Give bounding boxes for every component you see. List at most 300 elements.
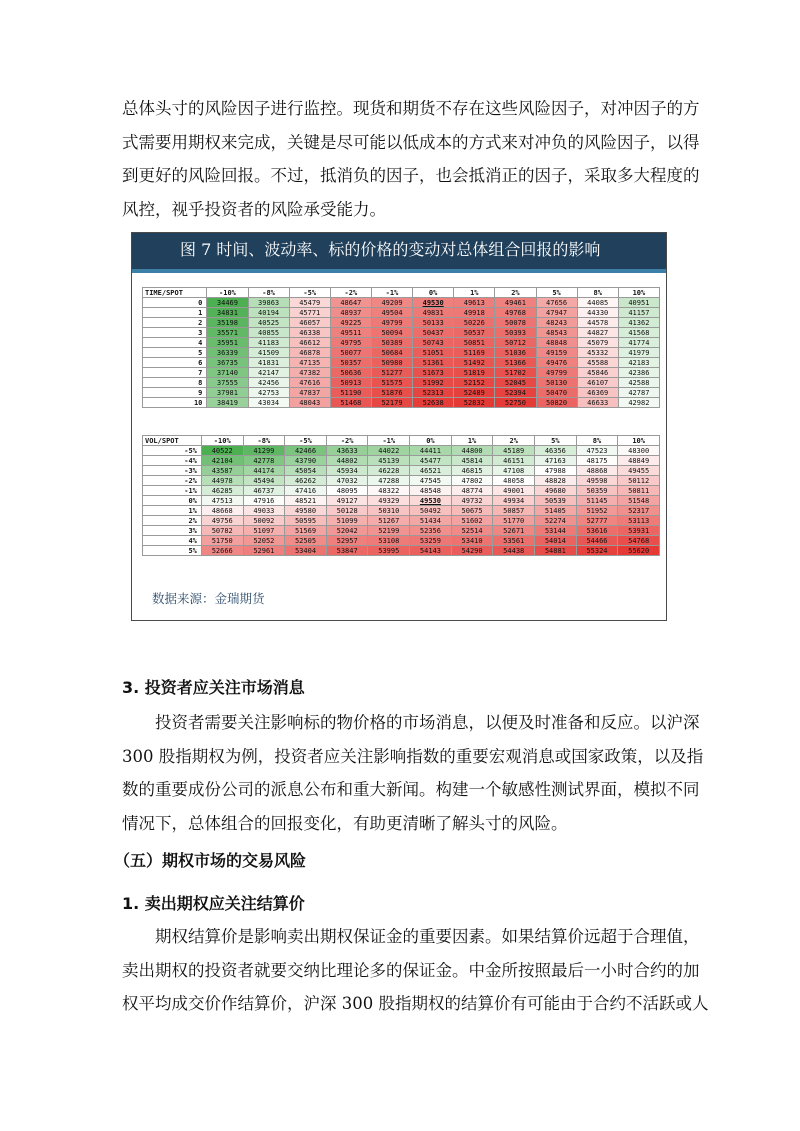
table-cell: 49598 <box>576 476 618 486</box>
table-cell: 49530 <box>410 496 452 506</box>
table-cell: 47947 <box>536 308 577 318</box>
column-header: 8% <box>577 288 618 298</box>
figure-source: 数据来源：金瑞期货 <box>152 591 265 606</box>
table-cell: 47523 <box>576 446 618 456</box>
table-row <box>143 328 660 338</box>
table-cell: 50393 <box>495 328 536 338</box>
row-header: -1% <box>143 486 202 496</box>
row-header: 1 <box>143 308 207 318</box>
table-cell: 52777 <box>576 516 618 526</box>
row-header: -3% <box>143 466 202 476</box>
table-cell: 50470 <box>536 388 577 398</box>
table-cell: 46612 <box>289 338 330 348</box>
table-cell: 40522 <box>201 446 243 456</box>
table-cell: 54143 <box>410 546 452 556</box>
table-cell: 51036 <box>495 348 536 358</box>
table-cell: 53259 <box>410 536 452 546</box>
table-cell: 50539 <box>535 496 577 506</box>
table-cell: 51819 <box>454 368 495 378</box>
figure-title: 图 7 时间、波动率、标的价格的变动对总体组合回报的影响 <box>132 233 666 271</box>
table-cell: 52489 <box>454 388 495 398</box>
row-header: 5 <box>143 348 207 358</box>
table-row <box>143 546 660 556</box>
table-cell: 49504 <box>371 308 412 318</box>
column-header: -8% <box>243 436 285 446</box>
row-header: 7 <box>143 368 207 378</box>
table-cell: 47916 <box>243 496 285 506</box>
column-header: -5% <box>285 436 327 446</box>
table-cell: 44022 <box>368 446 410 456</box>
row-header: -2% <box>143 476 202 486</box>
column-header: -1% <box>368 436 410 446</box>
row-header: 8 <box>143 378 207 388</box>
table-cell: 49580 <box>285 506 327 516</box>
table-cell: 52179 <box>371 398 412 408</box>
table-cell: 47288 <box>368 476 410 486</box>
table-cell: 46262 <box>285 476 327 486</box>
column-header: -5% <box>289 288 330 298</box>
table-cell: 51750 <box>201 536 243 546</box>
table-cell: 51051 <box>413 348 454 358</box>
table-cell: 45771 <box>289 308 330 318</box>
table-cell: 44800 <box>451 446 493 456</box>
table-cell: 50684 <box>371 348 412 358</box>
table-cell: 48828 <box>535 476 577 486</box>
table-cell: 49209 <box>371 298 412 308</box>
table-cell: 36735 <box>207 358 248 368</box>
table-cell: 41568 <box>618 328 659 338</box>
row-header: 2% <box>143 516 202 526</box>
table-cell: 45332 <box>577 348 618 358</box>
table-row <box>143 536 660 546</box>
column-header: -2% <box>330 288 371 298</box>
table-cell: 49159 <box>536 348 577 358</box>
table-corner-label: TIME/SPOT <box>143 288 207 298</box>
table-cell: 39863 <box>248 298 289 308</box>
table-cell: 42466 <box>285 446 327 456</box>
table-cell: 50437 <box>413 328 454 338</box>
table-cell: 48774 <box>451 486 493 496</box>
table-row <box>143 446 660 456</box>
table-cell: 41509 <box>248 348 289 358</box>
table-cell: 51602 <box>451 516 493 526</box>
table-cell: 48543 <box>536 328 577 338</box>
table-cell: 41183 <box>248 338 289 348</box>
text-line: 卖出期权的投资者就要交纳比理论多的保证金。中金所按照最后一小时合约的加 <box>122 960 700 980</box>
table-cell: 48095 <box>326 486 368 496</box>
table-row <box>143 338 660 348</box>
text-line: 数的重要成份公司的派息公布和重大新闻。构建一个敏感性测试界面，模拟不同 <box>122 780 700 799</box>
table-cell: 49799 <box>371 318 412 328</box>
table-cell: 35571 <box>207 328 248 338</box>
table-cell: 52666 <box>201 546 243 556</box>
table-cell: 43034 <box>248 398 289 408</box>
table-cell: 37981 <box>207 388 248 398</box>
column-header: -2% <box>326 436 368 446</box>
table-cell: 55620 <box>618 546 660 556</box>
figure-title-underline <box>132 269 666 273</box>
table-cell: 44174 <box>243 466 285 476</box>
table-cell: 53931 <box>618 526 660 536</box>
table-cell: 42588 <box>618 378 659 388</box>
table-cell: 52638 <box>413 398 454 408</box>
table-cell: 50782 <box>201 526 243 536</box>
time-spot-table <box>142 287 660 408</box>
table-cell: 54466 <box>576 536 618 546</box>
table-cell: 51434 <box>410 516 452 526</box>
table-cell: 48668 <box>201 506 243 516</box>
table-cell: 48548 <box>410 486 452 496</box>
table-cell: 47616 <box>289 378 330 388</box>
table-cell: 49934 <box>493 496 535 506</box>
table-cell: 34831 <box>207 308 248 318</box>
table-cell: 50857 <box>493 506 535 516</box>
table-cell: 51366 <box>495 358 536 368</box>
table-cell: 48937 <box>330 308 371 318</box>
row-header: 1% <box>143 506 202 516</box>
table-cell: 50913 <box>330 378 371 388</box>
section-heading-3: 3. 投资者应关注市场消息 <box>122 678 305 697</box>
table-cell: 49033 <box>243 506 285 516</box>
table-cell: 42104 <box>201 456 243 466</box>
text-line: 式需要用期权来完成，关键是尽可能以低成本的方式来对冲负的风险因子，以得 <box>122 132 700 152</box>
table-cell: 43587 <box>201 466 243 476</box>
table-cell: 50128 <box>326 506 368 516</box>
table-cell: 41299 <box>243 446 285 456</box>
table-cell: 40855 <box>248 328 289 338</box>
table-cell: 49530 <box>413 298 454 308</box>
table-cell: 54290 <box>451 546 493 556</box>
table-cell: 48521 <box>285 496 327 506</box>
table-cell: 41157 <box>618 308 659 318</box>
table-cell: 52671 <box>493 526 535 536</box>
table-cell: 49768 <box>495 308 536 318</box>
table-cell: 53995 <box>368 546 410 556</box>
table-cell: 49799 <box>536 368 577 378</box>
table-cell: 47513 <box>201 496 243 506</box>
paragraph-settlement <box>122 920 709 1021</box>
table-cell: 45588 <box>577 358 618 368</box>
table-cell: 43633 <box>326 446 368 456</box>
text-line: 300 股指期权为例，投资者应关注影响指数的重要宏观消息或国家政策，以及指 <box>122 746 704 766</box>
table-header-row <box>143 288 660 298</box>
table-cell: 46737 <box>243 486 285 496</box>
table-cell: 53410 <box>451 536 493 546</box>
table-row <box>143 516 660 526</box>
table-cell: 42386 <box>618 368 659 378</box>
figure-7 <box>131 232 667 621</box>
table-cell: 53144 <box>535 526 577 536</box>
table-cell: 50980 <box>371 358 412 368</box>
table-cell: 42787 <box>618 388 659 398</box>
row-header: 3 <box>143 328 207 338</box>
table-cell: 44085 <box>577 298 618 308</box>
table-cell: 38419 <box>207 398 248 408</box>
table-row <box>143 348 660 358</box>
table-cell: 46228 <box>368 466 410 476</box>
table-row <box>143 526 660 536</box>
table-row <box>143 496 660 506</box>
table-cell: 37140 <box>207 368 248 378</box>
table-cell: 50310 <box>368 506 410 516</box>
column-header: 5% <box>536 288 577 298</box>
table-cell: 51702 <box>495 368 536 378</box>
table-cell: 40951 <box>618 298 659 308</box>
table-cell: 53847 <box>326 546 368 556</box>
table-cell: 51405 <box>535 506 577 516</box>
table-cell: 52042 <box>326 526 368 536</box>
table-cell: 48868 <box>576 466 618 476</box>
table-cell: 40194 <box>248 308 289 318</box>
table-cell: 49225 <box>330 318 371 328</box>
column-header: 8% <box>576 436 618 446</box>
table-cell: 51099 <box>326 516 368 526</box>
table-cell: 52394 <box>495 388 536 398</box>
table-cell: 44578 <box>577 318 618 328</box>
table-row <box>143 298 660 308</box>
table-cell: 50092 <box>243 516 285 526</box>
table-row <box>143 308 660 318</box>
text-line: 投资者需要关注影响标的物价格的市场消息，以便及时准备和反应。以沪深 <box>155 713 700 732</box>
table-corner-label: VOL/SPOT <box>143 436 202 446</box>
table-cell: 46633 <box>577 398 618 408</box>
table-cell: 51145 <box>576 496 618 506</box>
table-cell: 47382 <box>289 368 330 378</box>
vol-spot-table <box>142 435 660 556</box>
column-header: -10% <box>207 288 248 298</box>
table-cell: 50675 <box>451 506 493 516</box>
row-header: 4% <box>143 536 202 546</box>
table-row <box>143 466 660 476</box>
table-cell: 51267 <box>368 516 410 526</box>
table-cell: 52505 <box>285 536 327 546</box>
table-cell: 35198 <box>207 318 248 328</box>
table-cell: 46057 <box>289 318 330 328</box>
table-cell: 49732 <box>451 496 493 506</box>
row-header: -4% <box>143 456 202 466</box>
table-cell: 52152 <box>454 378 495 388</box>
table-row <box>143 358 660 368</box>
table-cell: 48322 <box>368 486 410 496</box>
text-line: 期权结算价是影响卖出期权保证金的重要因素。如果结算价远超于合理值， <box>155 927 700 946</box>
table-cell: 48647 <box>330 298 371 308</box>
table-cell: 51169 <box>454 348 495 358</box>
table-cell: 36339 <box>207 348 248 358</box>
table-cell: 54014 <box>535 536 577 546</box>
table-cell: 50226 <box>454 318 495 328</box>
table-cell: 47656 <box>536 298 577 308</box>
table-cell: 54768 <box>618 536 660 546</box>
table-cell: 34469 <box>207 298 248 308</box>
table-cell: 52514 <box>451 526 493 536</box>
table-cell: 52750 <box>495 398 536 408</box>
text-line: 情况下，总体组合的回报变化，有助更清晰了解头寸的风险。 <box>122 813 568 833</box>
table-cell: 51548 <box>618 496 660 506</box>
table-cell: 46356 <box>535 446 577 456</box>
table-cell: 46151 <box>493 456 535 466</box>
table-cell: 49918 <box>454 308 495 318</box>
table-cell: 46521 <box>410 466 452 476</box>
table-cell: 54881 <box>535 546 577 556</box>
table-cell: 49461 <box>495 298 536 308</box>
table-row <box>143 506 660 516</box>
table-cell: 52957 <box>326 536 368 546</box>
table-cell: 44411 <box>410 446 452 456</box>
table-cell: 52832 <box>454 398 495 408</box>
column-header: 2% <box>495 288 536 298</box>
row-header: 0 <box>143 298 207 308</box>
table-cell: 51876 <box>371 388 412 398</box>
paragraph-market-news <box>122 706 704 840</box>
table-cell: 50712 <box>495 338 536 348</box>
table-cell: 50094 <box>371 328 412 338</box>
row-header: 0% <box>143 496 202 506</box>
table-cell: 45477 <box>410 456 452 466</box>
table-cell: 50077 <box>330 348 371 358</box>
table-cell: 49001 <box>493 486 535 496</box>
table-cell: 46815 <box>451 466 493 476</box>
table-cell: 45189 <box>493 446 535 456</box>
column-header: 1% <box>451 436 493 446</box>
table-cell: 51190 <box>330 388 371 398</box>
table-cell: 47988 <box>535 466 577 476</box>
column-header: 1% <box>454 288 495 298</box>
row-header: 3% <box>143 526 202 536</box>
table-cell: 51361 <box>413 358 454 368</box>
table-cell: 52045 <box>495 378 536 388</box>
table-cell: 49127 <box>326 496 368 506</box>
table-row <box>143 456 660 466</box>
row-header: 9 <box>143 388 207 398</box>
table-cell: 45479 <box>289 298 330 308</box>
table-cell: 52274 <box>535 516 577 526</box>
paragraph-intro <box>122 92 700 226</box>
table-cell: 49329 <box>368 496 410 506</box>
table-cell: 37555 <box>207 378 248 388</box>
table-cell: 51468 <box>330 398 371 408</box>
table-cell: 50492 <box>410 506 452 516</box>
table-cell: 50389 <box>371 338 412 348</box>
table-cell: 46878 <box>289 348 330 358</box>
table-cell: 49476 <box>536 358 577 368</box>
table-cell: 47416 <box>285 486 327 496</box>
row-header: 4 <box>143 338 207 348</box>
table-cell: 52317 <box>618 506 660 516</box>
table-cell: 50112 <box>618 476 660 486</box>
table-cell: 51097 <box>243 526 285 536</box>
table-cell: 51569 <box>285 526 327 536</box>
table-cell: 41979 <box>618 348 659 358</box>
table-cell: 52313 <box>413 388 454 398</box>
column-header: 5% <box>535 436 577 446</box>
table-cell: 42147 <box>248 368 289 378</box>
table-cell: 47108 <box>493 466 535 476</box>
column-header: 0% <box>410 436 452 446</box>
table-cell: 50537 <box>454 328 495 338</box>
table-cell: 49511 <box>330 328 371 338</box>
table-cell: 48058 <box>493 476 535 486</box>
table-cell: 47837 <box>289 388 330 398</box>
row-header: 5% <box>143 546 202 556</box>
table-cell: 50743 <box>413 338 454 348</box>
table-cell: 50359 <box>576 486 618 496</box>
table-row <box>143 398 660 408</box>
table-cell: 47163 <box>535 456 577 466</box>
row-header: 10 <box>143 398 207 408</box>
table-cell: 51770 <box>493 516 535 526</box>
column-header: -1% <box>371 288 412 298</box>
text-line: 到更好的风险回报。不过，抵消负的因子，也会抵消正的因子，采取多大程度的 <box>122 166 700 185</box>
table-cell: 49455 <box>618 466 660 476</box>
table-cell: 48300 <box>618 446 660 456</box>
table-cell: 48243 <box>536 318 577 328</box>
table-cell: 49613 <box>454 298 495 308</box>
table-cell: 47135 <box>289 358 330 368</box>
table-cell: 48043 <box>289 398 330 408</box>
table-cell: 46338 <box>289 328 330 338</box>
table-cell: 53616 <box>576 526 618 536</box>
row-header: 2 <box>143 318 207 328</box>
table-cell: 49680 <box>535 486 577 496</box>
table-cell: 42183 <box>618 358 659 368</box>
table-cell: 42778 <box>243 456 285 466</box>
table-cell: 41774 <box>618 338 659 348</box>
table-cell: 51492 <box>454 358 495 368</box>
table-cell: 53108 <box>368 536 410 546</box>
table-cell: 35951 <box>207 338 248 348</box>
table-cell: 53404 <box>285 546 327 556</box>
table-cell: 45054 <box>285 466 327 476</box>
table-cell: 48175 <box>576 456 618 466</box>
table-cell: 45079 <box>577 338 618 348</box>
table-cell: 42456 <box>248 378 289 388</box>
table-cell: 41362 <box>618 318 659 328</box>
table-row <box>143 476 660 486</box>
section-heading-1: 1. 卖出期权应关注结算价 <box>122 894 305 913</box>
table-cell: 50130 <box>536 378 577 388</box>
table-cell: 44802 <box>326 456 368 466</box>
table-cell: 45494 <box>243 476 285 486</box>
text-line: 权平均成交价作结算价，沪深 300 股指期权的结算价有可能由于合约不活跃或人 <box>122 994 709 1013</box>
table-row <box>143 388 660 398</box>
table-cell: 46107 <box>577 378 618 388</box>
table-cell: 51575 <box>371 378 412 388</box>
table-cell: 50078 <box>495 318 536 328</box>
table-cell: 50820 <box>536 398 577 408</box>
table-row <box>143 378 660 388</box>
table-cell: 52961 <box>243 546 285 556</box>
column-header: 10% <box>618 436 660 446</box>
table-cell: 50811 <box>618 486 660 496</box>
table-cell: 49756 <box>201 516 243 526</box>
table-cell: 49831 <box>413 308 454 318</box>
table-cell: 44827 <box>577 328 618 338</box>
row-header: 6 <box>143 358 207 368</box>
table-cell: 54438 <box>493 546 535 556</box>
table-cell: 52199 <box>368 526 410 536</box>
table-cell: 51673 <box>413 368 454 378</box>
table-cell: 47032 <box>326 476 368 486</box>
row-header: -5% <box>143 446 202 456</box>
table-cell: 50595 <box>285 516 327 526</box>
table-cell: 51992 <box>413 378 454 388</box>
table-cell: 52052 <box>243 536 285 546</box>
table-cell: 44330 <box>577 308 618 318</box>
table-cell: 47545 <box>410 476 452 486</box>
column-header: 10% <box>618 288 659 298</box>
text-line: 总体头寸的风险因子进行监控。现货和期货不存在这些风险因子，对冲因子的方 <box>122 99 700 118</box>
column-header: -10% <box>201 436 243 446</box>
